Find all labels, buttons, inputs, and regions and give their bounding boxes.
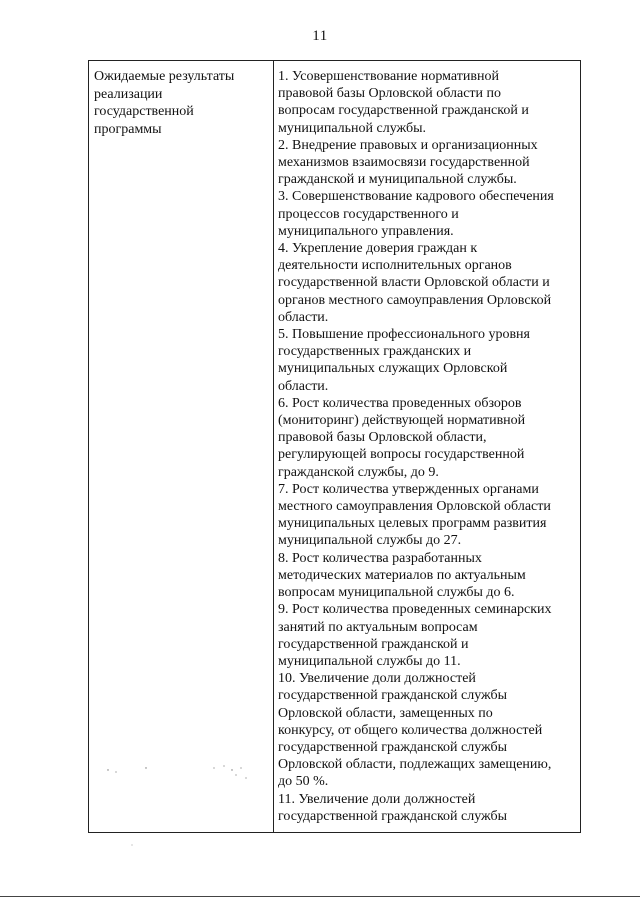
result-item-line: правовой базы Орловской области, [278,430,487,446]
result-item-line: регулирующей вопросы государственной [278,447,525,463]
result-item [278,395,578,481]
result-item-line: 6. Рост количества проведенных обзоров [278,395,522,411]
result-item [278,481,578,550]
result-item-line: муниципальных служащих Орловской [278,361,508,377]
row-heading-line: программы [94,121,162,137]
column-divider [273,61,274,832]
result-item-line: вопросам муниципальной службы до 6. [278,585,515,601]
result-item-line: государственной гражданской службы [278,739,508,755]
result-item-line: 7. Рост количества утвержденных органами [278,481,539,497]
result-item [278,240,578,326]
result-item-line: 2. Внедрение правовых и организационных [278,137,538,153]
result-item-line: механизмов взаимосвязи государственной [278,155,530,171]
result-item [278,137,578,189]
result-item [278,188,578,240]
page-number: 11 [312,28,328,44]
result-item-line: 3. Совершенствование кадрового обеспечения [278,189,554,205]
result-item-line: 11. Увеличение доли должностей [278,791,476,807]
result-item-line: занятий по актуальным вопросам [278,619,478,635]
result-item-line: 4. Укрепление доверия граждан к [278,241,478,257]
result-item-line: Орловской области, замещенных по [278,705,493,721]
result-item-line: муниципальной службы до 27. [278,533,462,549]
result-item-line: процессов государственного и [278,206,459,222]
result-item-line: 8. Рост количества разработанных [278,550,482,566]
result-item [278,326,578,395]
result-item-line: государственной гражданской и [278,636,469,652]
result-item [278,550,578,602]
result-item-line: муниципального управления. [278,223,454,239]
result-item [278,68,578,137]
result-item-line: муниципальной службы до 11. [278,653,461,669]
result-item-line: местного самоуправления Орловской области [278,499,551,515]
result-item [278,670,578,790]
page-bottom-edge [0,896,640,897]
result-item-line: 10. Увеличение доли должностей [278,671,476,687]
result-item-line: органов местного самоуправления Орловской [278,292,552,308]
result-item-line: до 50 %. [278,774,329,790]
row-heading-cell [94,68,270,138]
result-item-line: муниципальной службы. [278,120,427,136]
result-item-line: (мониторинг) действующей нормативной [278,413,526,429]
row-heading-line: Ожидаемые результаты [94,69,235,84]
result-item-line: вопросам государственной гражданской и [278,103,529,119]
row-heading-line: государственной [94,104,194,119]
result-item-line: 9. Рост количества проведенных семинарских [278,602,552,618]
result-item-line: методических материалов по актуальным [278,567,526,583]
result-item-line: муниципальных целевых программ развития [278,516,547,532]
result-item-line: деятельности исполнительных органов [278,258,512,274]
result-item-line: государственной гражданской службы [278,688,508,704]
row-heading-line: реализации [94,86,163,102]
result-item-line: области. [278,378,329,394]
result-item-line: государственной гражданской службы [278,808,508,824]
result-item [278,601,578,670]
result-item-line: Орловской области, подлежащих замещению, [278,757,552,773]
result-item-line: 5. Повышение профессионального уровня [278,327,530,343]
result-item-line: гражданской и муниципальной службы. [278,172,517,188]
results-list-cell [278,68,578,825]
result-item [278,791,578,825]
result-item-line: области. [278,309,329,325]
result-item-line: правовой базы Орловской области по [278,86,502,102]
result-item-line: государственных гражданских и [278,344,472,360]
expected-results-table [88,60,581,833]
result-item-line: гражданской службы, до 9. [278,464,439,480]
result-item-line: 1. Усовершенствование нормативной [278,69,499,84]
result-item-line: конкурсу, от общего количества должностей [278,722,543,738]
result-item-line: государственной власти Орловской области и [278,275,550,291]
